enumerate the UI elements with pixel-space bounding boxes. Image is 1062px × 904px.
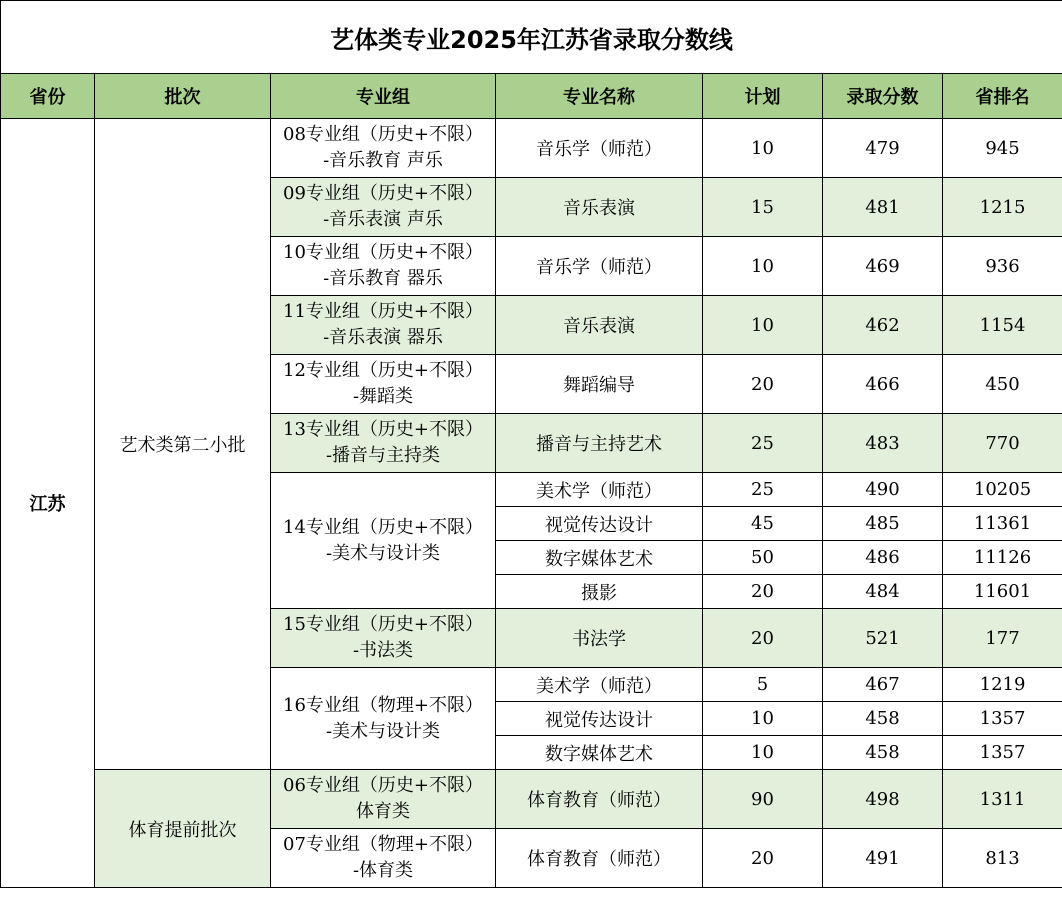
header-rank: 省排名 <box>943 74 1062 119</box>
plan-cell: 45 <box>703 507 823 541</box>
major-cell: 摄影 <box>496 575 703 609</box>
major-cell: 美术学（师范） <box>496 473 703 507</box>
table-row <box>1 770 1062 829</box>
group-subline: -音乐教育 声乐 <box>323 150 443 171</box>
rank-cell: 1154 <box>943 296 1062 355</box>
score-cell: 483 <box>823 414 943 473</box>
score-cell: 486 <box>823 541 943 575</box>
rank-cell: 11601 <box>943 575 1062 609</box>
header-major: 专业名称 <box>496 74 703 119</box>
group-subline: -音乐表演 声乐 <box>323 209 443 230</box>
score-cell: 491 <box>823 829 943 888</box>
rank-cell: 1357 <box>943 702 1062 736</box>
group-line: 14专业组（历史+不限） <box>283 516 483 538</box>
score-cell: 498 <box>823 770 943 829</box>
group-cell <box>271 668 496 770</box>
major-cell: 美术学（师范） <box>496 668 703 702</box>
plan-cell: 20 <box>703 829 823 888</box>
province-cell: 江苏 <box>1 119 95 888</box>
major-cell: 数字媒体艺术 <box>496 736 703 770</box>
header-group: 专业组 <box>271 74 496 119</box>
header-score: 录取分数 <box>823 74 943 119</box>
score-cell: 467 <box>823 668 943 702</box>
group-cell <box>271 609 496 668</box>
rank-cell: 1219 <box>943 668 1062 702</box>
major-cell: 视觉传达设计 <box>496 702 703 736</box>
batch-cell-art: 艺术类第二小批 <box>95 119 271 770</box>
plan-cell: 5 <box>703 668 823 702</box>
rank-cell: 1311 <box>943 770 1062 829</box>
plan-cell: 20 <box>703 575 823 609</box>
group-subline: -播音与主持类 <box>325 445 441 466</box>
rank-cell: 1215 <box>943 178 1062 237</box>
header-batch: 批次 <box>95 74 271 119</box>
group-subline: -舞蹈类 <box>352 386 414 407</box>
major-cell: 体育教育（师范） <box>496 829 703 888</box>
header-row <box>1 74 1062 119</box>
plan-cell: 10 <box>703 119 823 178</box>
group-cell <box>271 355 496 414</box>
major-cell: 音乐学（师范） <box>496 237 703 296</box>
plan-cell: 50 <box>703 541 823 575</box>
header-plan: 计划 <box>703 74 823 119</box>
group-cell <box>271 770 496 829</box>
group-subline: -美术与设计类 <box>325 720 441 742</box>
score-cell: 479 <box>823 119 943 178</box>
score-cell: 481 <box>823 178 943 237</box>
group-line: 12专业组（历史+不限） <box>283 360 483 381</box>
group-cell <box>271 414 496 473</box>
group-subline: -书法类 <box>352 640 414 661</box>
group-subline: -音乐表演 器乐 <box>323 327 443 348</box>
group-subline: -音乐教育 器乐 <box>323 268 443 289</box>
score-cell: 490 <box>823 473 943 507</box>
table-row <box>1 119 1062 178</box>
group-line: 11专业组（历史+不限） <box>283 301 483 322</box>
rank-cell: 936 <box>943 237 1062 296</box>
major-cell: 数字媒体艺术 <box>496 541 703 575</box>
group-subline: -美术与设计类 <box>325 542 441 564</box>
score-cell: 521 <box>823 609 943 668</box>
group-line: 07专业组（物理+不限） <box>283 834 483 855</box>
plan-cell: 10 <box>703 702 823 736</box>
rank-cell: 1357 <box>943 736 1062 770</box>
group-line: 13专业组（历史+不限） <box>283 419 483 440</box>
group-cell <box>271 473 496 609</box>
rank-cell: 11361 <box>943 507 1062 541</box>
major-cell: 音乐学（师范） <box>496 119 703 178</box>
score-cell: 458 <box>823 702 943 736</box>
rank-cell: 10205 <box>943 473 1062 507</box>
rank-cell: 11126 <box>943 541 1062 575</box>
rank-cell: 770 <box>943 414 1062 473</box>
score-cell: 469 <box>823 237 943 296</box>
group-line: 08专业组（历史+不限） <box>283 124 483 145</box>
score-cell: 484 <box>823 575 943 609</box>
group-cell <box>271 829 496 888</box>
plan-cell: 90 <box>703 770 823 829</box>
table-title: 艺体类专业2025年江苏省录取分数线 <box>1 1 1062 74</box>
group-subline: 体育类 <box>356 801 410 822</box>
group-line: 15专业组（历史+不限） <box>283 614 483 635</box>
plan-cell: 25 <box>703 473 823 507</box>
group-line: 09专业组（历史+不限） <box>283 183 483 204</box>
rank-cell: 177 <box>943 609 1062 668</box>
group-line: 10专业组（历史+不限） <box>283 242 483 263</box>
group-cell <box>271 119 496 178</box>
major-cell: 播音与主持艺术 <box>496 414 703 473</box>
batch-cell-sports: 体育提前批次 <box>95 770 271 888</box>
rank-cell: 945 <box>943 119 1062 178</box>
score-cell: 466 <box>823 355 943 414</box>
group-subline: -体育类 <box>352 860 414 881</box>
group-line: 16专业组（物理+不限） <box>283 694 483 716</box>
group-cell <box>271 178 496 237</box>
major-cell: 书法学 <box>496 609 703 668</box>
plan-cell: 10 <box>703 237 823 296</box>
major-cell: 音乐表演 <box>496 178 703 237</box>
group-cell <box>271 237 496 296</box>
header-province: 省份 <box>1 74 95 119</box>
group-cell <box>271 296 496 355</box>
group-line: 06专业组（历史+不限） <box>283 775 483 796</box>
major-cell: 体育教育（师范） <box>496 770 703 829</box>
plan-cell: 10 <box>703 736 823 770</box>
plan-cell: 15 <box>703 178 823 237</box>
plan-cell: 20 <box>703 609 823 668</box>
score-cell: 485 <box>823 507 943 541</box>
title-row <box>1 1 1062 74</box>
score-cell: 458 <box>823 736 943 770</box>
plan-cell: 25 <box>703 414 823 473</box>
score-cell: 462 <box>823 296 943 355</box>
plan-cell: 10 <box>703 296 823 355</box>
major-cell: 舞蹈编导 <box>496 355 703 414</box>
plan-cell: 20 <box>703 355 823 414</box>
rank-cell: 813 <box>943 829 1062 888</box>
major-cell: 音乐表演 <box>496 296 703 355</box>
major-cell: 视觉传达设计 <box>496 507 703 541</box>
rank-cell: 450 <box>943 355 1062 414</box>
